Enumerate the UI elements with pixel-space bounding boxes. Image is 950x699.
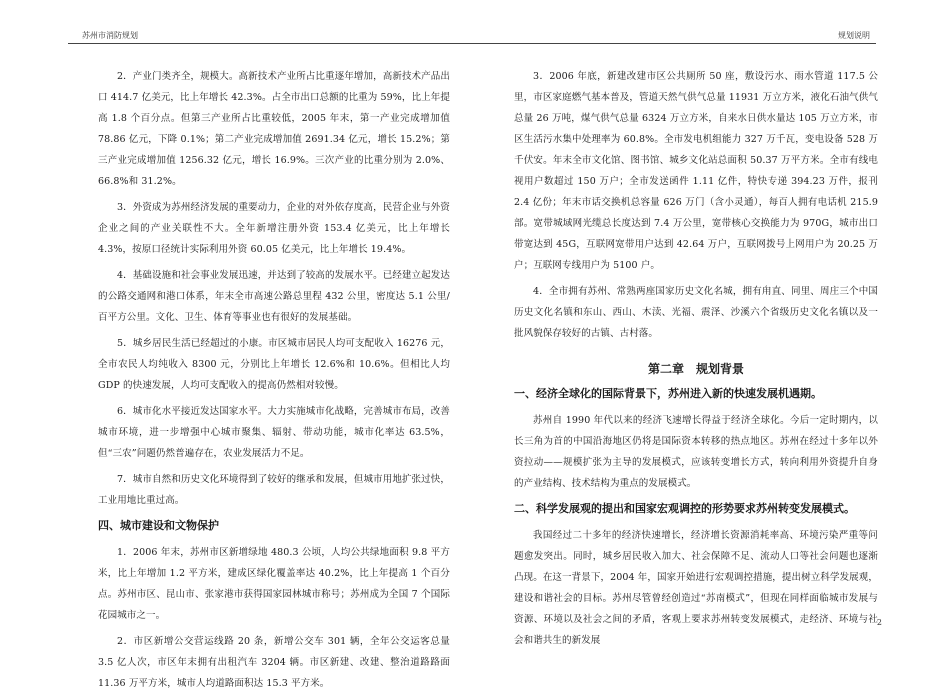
page-header — [68, 27, 876, 44]
paragraph-urbanization: 6．城市化水平接近发达国家水平。大力实施城市化战略，完善城市布局，改善城市环境，进一步增强中心城市聚集、辐射、带动功能，城市化率达 63.5%，但“三农”问题仍然普遍存在，农业发展活力不足。 — [98, 406, 450, 459]
paragraph-historic-towns: 4．全市拥有苏州、常熟两座国家历史文化名城，拥有甪直、同里、周庄三个中国历史文化名镇和东山、西山、木渎、光福、震泽、沙溪六个省级历史文化名镇以及一批风貌保存较好的古镇、古村落。 — [514, 286, 878, 339]
paragraph-scientific-development: 我国经过二十多年的经济快速增长，经济增长资源消耗率高、环境污染严重等问题愈发突出。同时，城乡居民收入加大、社会保障不足、流动人口等社会问题也逐渐凸现。在这一背景下，2004 年，国家开始进行宏观调控措施，提出树立科学发展观，建设和谐社会的目标。苏州尽管曾经创造过“苏南模式”，但现在同样面临城市发展与资源、环境以及社会之间的矛盾，客观上要求苏州转变发展模式，走经济、环境与社会和谐共生的新发展 — [514, 530, 878, 646]
paragraph-land-use: 7．城市自然和历史文化环境得到了较好的继承和发展，但城市用地扩张过快，工业用地比重过高。 — [98, 474, 450, 506]
left-column — [98, 66, 450, 699]
section-heading-scientific-development: 二、科学发展观的提出和国家宏观调控的形势要求苏州转变发展模式。 — [514, 502, 855, 515]
page-number: 2 — [876, 618, 882, 627]
paragraph-public-transit: 2．市区新增公交营运线路 20 条，新增公交车 301 辆，全年公交运客总量 3.5 亿人次，市区年末拥有出租汽车 3204 辆。市区新建、改建、整治道路路面 11.36 万平方米，城市人均道路面积达 15.3 平方米。 — [98, 636, 450, 689]
header-section-title: 规划说明 — [838, 31, 870, 40]
right-column — [514, 66, 878, 656]
paragraph-globalization: 苏州自 1990 年代以来的经济飞速增长得益于经济全球化。今后一定时期内，以长三角为首的中国沿海地区仍将是国际资本转移的热点地区。苏州在经过十多年以外资拉动——规模扩张为主导的发展模式，应该转变增长方式，转向利用外资提升自身的产业结构、技术结构为重点的发展模式。 — [514, 415, 878, 489]
paragraph-greening: 1．2006 年末，苏州市区新增绿地 480.3 公顷，人均公共绿地面积 9.8 平方米，比上年增加 1.2 平方米，建成区绿化覆盖率达 40.2%，比上年提高 1 个百分点。苏州市区、昆山市、张家港市获得国家园林城市称号；苏州成为全国 7 个国际花园城市之一。 — [98, 547, 450, 621]
paragraph-industry-structure: 2．产业门类齐全，规模大。高新技术产业所占比重逐年增加，高新技术产品出口 414.7 亿美元，比上年增长 42.3%。占全市出口总额的比重为 59%，比上年提高 1.8 个百分点。但第三产业所占比重较低，2005 年末，第一产业完成增加值 78.86 亿元，下降 0.1%；第二产业完成增加值 2691.34 亿元，增长 15.2%；第三产业完成增加值 1256.32 亿元，增长 16.9%。三次产业的比重分别为 2.0%、66.8%和 31.2%。 — [98, 71, 450, 187]
section-heading-urban-construction: 四、城市建设和文物保护 — [98, 519, 219, 532]
header-document-title: 苏州市消防规划 — [82, 31, 138, 40]
paragraph-utilities: 3．2006 年底，新建改建市区公共厕所 50 座，敷设污水、雨水管道 117.5 公里，市区家庭燃气基本普及，管道天然气供气总量 11931 万立方米，液化石油气供气总量 26 万吨，煤气供气总量 6324 万立方米，自来水日供水量达 105 万立方米，市区生活污水集中处理率为 60.8%。全市发电机组能力 327 万千瓦，变电设备 528 万千伏安。年末全市文化馆、图书馆、城乡文化站总面积 50.37 万平方米。全市有线电视用户数超过 150 万户；全市发送函件 1.11 亿件，特快专递 394.23 万件，报刊 2.4 亿份；年末市话交换机总容量 626 万门（含小灵通），每百人拥有电话机 215.9 部。宽带城域网光缆总长度达到 7.4 万公里，宽带核心交换能力为 970G，城市出口带宽达到 45G，互联网宽带用户达到 42.64 万户，互联网拨号上网用户为 20.25 万户；互联网专线用户为 5100 户。 — [514, 71, 878, 271]
chapter-heading-planning-background: 第二章 规划背景 — [647, 362, 744, 376]
paragraph-infrastructure: 4．基础设施和社会事业发展迅速，并达到了较高的发展水平。已经建立起发达的公路交通网和港口体系，年末全市高速公路总里程 432 公里，密度达 5.1 公里/百平方公里。文化、卫生、体育等事业也有很好的发展基础。 — [98, 270, 450, 323]
paragraph-residents-income: 5．城乡居民生活已经超过的小康。市区城市居民人均可支配收入 16276 元，全市农民人均纯收入 8300 元，分别比上年增长 12.6%和 10.6%。但相比人均 GDP 的快速发展，人均可支配收入的提高仍然相对较慢。 — [98, 338, 450, 391]
paragraph-foreign-investment: 3．外资成为苏州经济发展的重要动力，企业的对外依存度高，民营企业与外资企业之间的产业关联性不大。全年新增注册外资 153.4 亿美元，比上年增长 4.3%，按原口径统计实际利用外资 60.05 亿美元，比上年增长 19.4%。 — [98, 202, 450, 255]
section-heading-globalization: 一、经济全球化的国际背景下，苏州进入新的快速发展机遇期。 — [514, 387, 822, 400]
